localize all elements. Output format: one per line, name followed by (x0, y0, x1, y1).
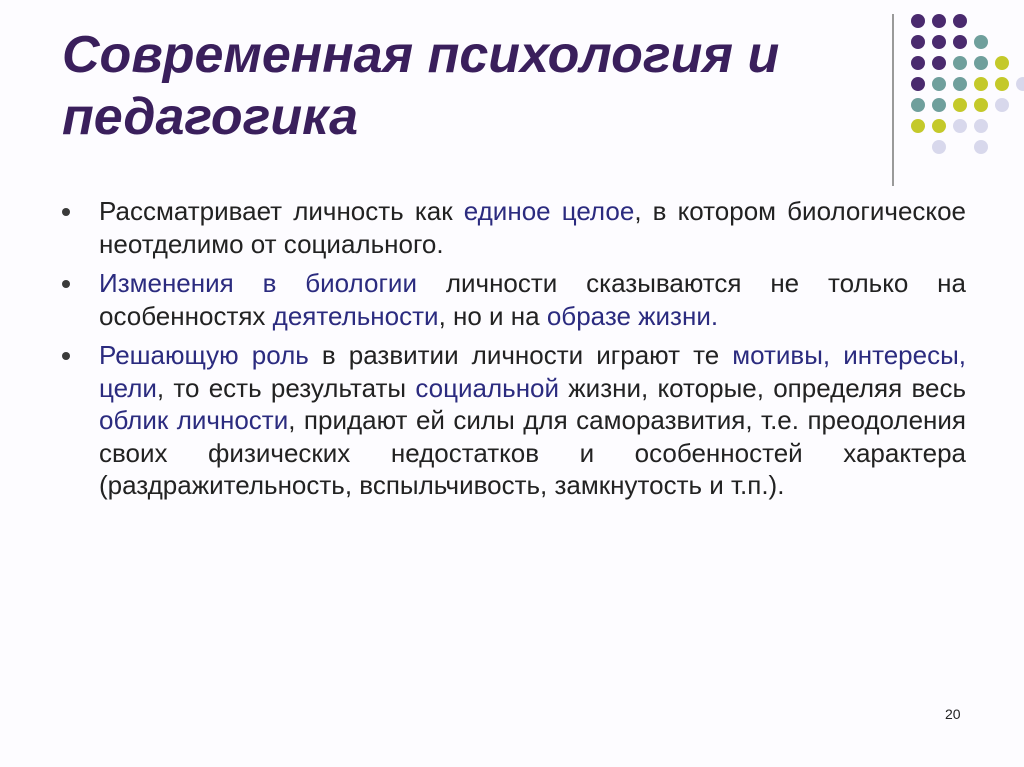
highlighted-term: Решающую роль (99, 340, 309, 370)
vertical-divider (892, 14, 894, 186)
highlighted-term: образе жизни. (546, 300, 719, 331)
bullet-text: в развитии личности играют те (308, 340, 733, 370)
decor-dot (953, 98, 967, 112)
decor-dot (911, 77, 925, 91)
page-number: 20 (945, 706, 961, 722)
decor-dot (1016, 77, 1024, 91)
decor-dot (932, 56, 946, 70)
highlighted-term: социальной (415, 372, 560, 403)
decor-dot (911, 14, 925, 28)
bullet-dot-icon (62, 352, 70, 360)
decor-dot (932, 14, 946, 28)
bullet-list (62, 195, 966, 509)
bullet-item (62, 195, 966, 260)
decor-dot (974, 140, 988, 154)
bullet-text: Рассматривает личность как (99, 196, 464, 226)
decor-dot (974, 98, 988, 112)
decor-dot (974, 56, 988, 70)
bullet-item (62, 339, 966, 502)
highlighted-term: мотивы, интересы, цели (99, 340, 967, 403)
decor-dot (911, 56, 925, 70)
highlighted-term: единое целое (463, 196, 635, 226)
decor-dot (932, 119, 946, 133)
bullet-dot-icon (62, 280, 70, 288)
bullet-text: , в котором биологическое неотделимо от социального. (99, 196, 966, 259)
bullet-text: , то есть результаты (156, 372, 416, 403)
decor-dot (974, 119, 988, 133)
decor-dot (995, 56, 1009, 70)
highlighted-term: деятельности (272, 300, 439, 331)
decor-dot (953, 56, 967, 70)
decor-dot (953, 35, 967, 49)
decor-dot (932, 140, 946, 154)
decor-dot (932, 77, 946, 91)
decor-dot (932, 35, 946, 49)
bullet-dot-icon (62, 208, 70, 216)
highlighted-term: Изменения в биологии (99, 268, 417, 298)
bullet-text: личности сказываются не только на особенностях (99, 268, 966, 331)
decor-dot (911, 35, 925, 49)
bullet-text: , но и на (438, 300, 547, 331)
bullet-text: , придают ей силы для саморазвития, т.е. преодоления своих физических недостатков и особенностей характера (раздражительность, вспыльчивость, замкнутость и т.п.). (99, 405, 967, 500)
decor-dot (974, 35, 988, 49)
decorative-dot-grid (0, 0, 1024, 200)
decor-dot (932, 98, 946, 112)
decor-dot (911, 119, 925, 133)
decor-dot (953, 14, 967, 28)
decor-dot (953, 77, 967, 91)
decor-dot (953, 119, 967, 133)
slide-title-line-2: педагогика (62, 88, 359, 146)
highlighted-term: облик личности (99, 405, 289, 435)
decor-dot (911, 98, 925, 112)
bullet-item (62, 267, 966, 332)
bullet-text: жизни, которые, определяя весь (559, 372, 966, 403)
decor-dot (995, 98, 1009, 112)
decor-dot (974, 77, 988, 91)
decor-dot (995, 77, 1009, 91)
slide-title-line-1: Современная психология и (62, 26, 780, 84)
